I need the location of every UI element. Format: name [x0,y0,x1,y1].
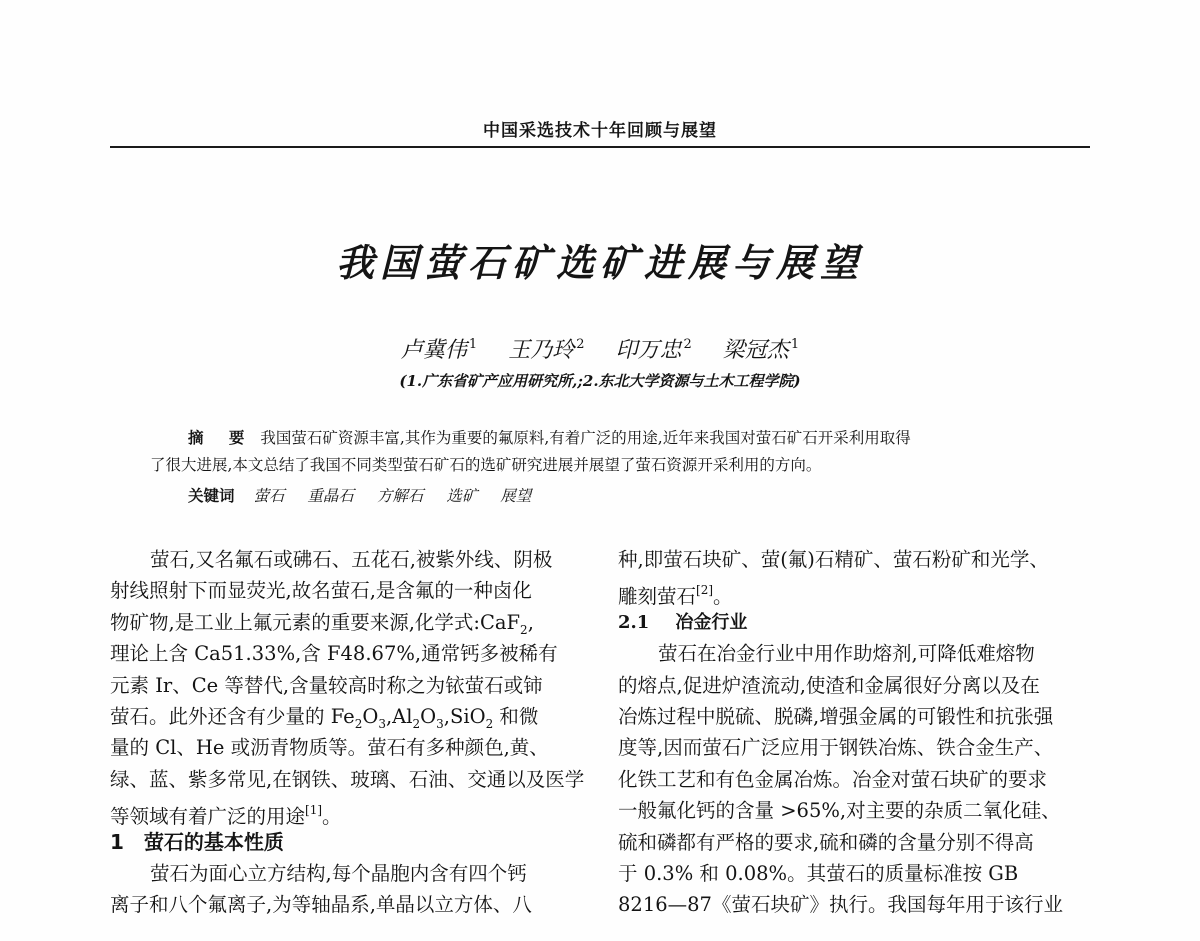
body-line: 射线照射下而显荧光,故名萤石,是含氟的一种卤化 [110,579,532,603]
section-heading [110,827,582,858]
subscript: 3 [378,716,386,731]
keyword: 萤石 [253,487,285,505]
body-line: 种,即萤石块矿、萤(氟)石精矿、萤石粉矿和光学、 [618,548,1049,571]
author-2-affil: 2 [576,337,585,352]
body-text: 萤石。此外还含有少量的 Fe [110,704,355,728]
body-line: 于 0.3% 和 0.08%。其萤石的质量标准按 GB [618,861,1019,885]
body-line: 理论上含 Ca51.33%,含 F48.67%,通常钙多被稀有 [110,642,558,666]
body-line: 萤石在冶金行业中用作助熔剂,可降低难熔物 [658,642,1035,666]
body-line: 8216—87《萤石块矿》执行。我国每年用于该行业 [618,893,1063,917]
right-column [618,544,1090,921]
body-line: 绿、蓝、紫多常见,在钢铁、玻璃、石油、交通以及医学 [110,767,585,791]
author-1-affil: 1 [468,337,478,352]
section-title-text: 萤石的基本性质 [143,829,284,854]
body-text: 雕刻萤石 [618,585,697,609]
running-header: 中国采选技术十年回顾与展望 [483,121,717,141]
abstract-label: 摘 要 [188,428,255,447]
subsection-heading [618,607,1090,638]
body-text: ,Al [385,704,413,728]
body-text: 。 [322,805,342,829]
abstract-line [150,452,1050,479]
body-text: ,SiO [443,704,486,728]
body-line: 硫和磷都有严格的要求,硫和磷的含量分别不得高 [618,830,1034,854]
author-4-affil: 1 [790,337,800,352]
body-line: 一般氟化钙的含量 >65%,对主要的杂质二氧化硅、 [618,799,1061,823]
author-3-name: 印万忠 [615,338,682,363]
left-column [110,544,585,921]
body-text: , [527,610,534,634]
keywords-label: 关键词 [188,486,235,505]
body-line: 冶炼过程中脱硫、脱磷,增强金属的可锻性和抗张强 [618,704,1054,728]
abstract-text-1: 我国萤石矿资源丰富,其作为重要的氟原料,有着广泛的用途,近年来我国对萤石矿石开采利用取得 [260,429,911,447]
subscript: 2 [354,716,363,731]
author-4 [723,333,799,364]
body-line: 量的 Cl、He 或沥青物质等。萤石有多种颜色,黄、 [110,736,549,760]
keyword: 选矿 [446,487,478,505]
keyword: 重晶石 [307,487,354,505]
subscript: 2 [520,622,528,637]
keywords [188,484,549,506]
keyword: 方解石 [376,487,424,505]
body-line: 萤石为面心立方结构,每个晶胞内含有四个钙 [150,861,527,885]
subsection-title-text: 冶金行业 [675,611,748,633]
body-line: 元素 Ir、Ce 等替代,含量较高时称之为铱萤石或铈 [110,673,543,697]
body-line: 度等,因而萤石广泛应用于钢铁冶炼、铁合金生产、 [618,736,1054,760]
abstract-text-2: 了很大进展,本文总结了我国不同类型萤石矿石的选矿研究进展并展望了萤石资源开采利用的方向。 [150,456,822,474]
body-line [110,701,582,732]
body-line [618,575,1090,609]
body-line: 离子和八个氟离子,为等轴晶系,单晶以立方体、八 [110,893,532,917]
header-rule [110,146,1090,148]
author-list [110,333,1090,364]
citation: [1] [305,803,323,818]
affiliation: (1.广东省矿产应用研究所,;2.东北大学资源与土木工程学院) [399,372,801,390]
body-text: 和微 [493,704,539,728]
body-line: 化铁工艺和有色金属冶炼。冶金对萤石块矿的要求 [618,767,1048,791]
paper-title: 我国萤石矿选矿进展与展望 [335,240,864,285]
body-line: 的熔点,促进炉渣流动,使渣和金属很好分离以及在 [618,673,1040,697]
section-number: 1 [110,829,124,854]
keyword: 展望 [500,487,532,505]
author-3-affil: 2 [683,337,692,352]
subscript: 3 [436,716,444,731]
body-line [110,607,582,638]
body-line: 萤石,又名氟石或砩石、五花石,被紫外线、阴极 [150,548,553,571]
body-text: 。 [713,585,733,609]
subscript: 2 [485,716,494,731]
author-2-name: 王乃玲 [508,338,575,363]
author-1 [401,333,477,364]
abstract [150,424,1050,479]
body-line [110,795,582,829]
author-1-name: 卢冀伟 [400,338,467,363]
author-4-name: 梁冠杰 [722,338,789,363]
body-text: 等领域有着广泛的用途 [110,805,306,829]
body-text: 物矿物,是工业上氟元素的重要来源,化学式:CaF [110,610,521,634]
abstract-line [150,424,1050,452]
author-2 [508,333,584,364]
body-text: O [420,704,437,728]
subsection-number: 2.1 [618,611,650,633]
author-3 [616,333,692,364]
subscript: 2 [412,716,421,731]
citation: [2] [696,583,714,598]
body-text: O [362,704,379,728]
